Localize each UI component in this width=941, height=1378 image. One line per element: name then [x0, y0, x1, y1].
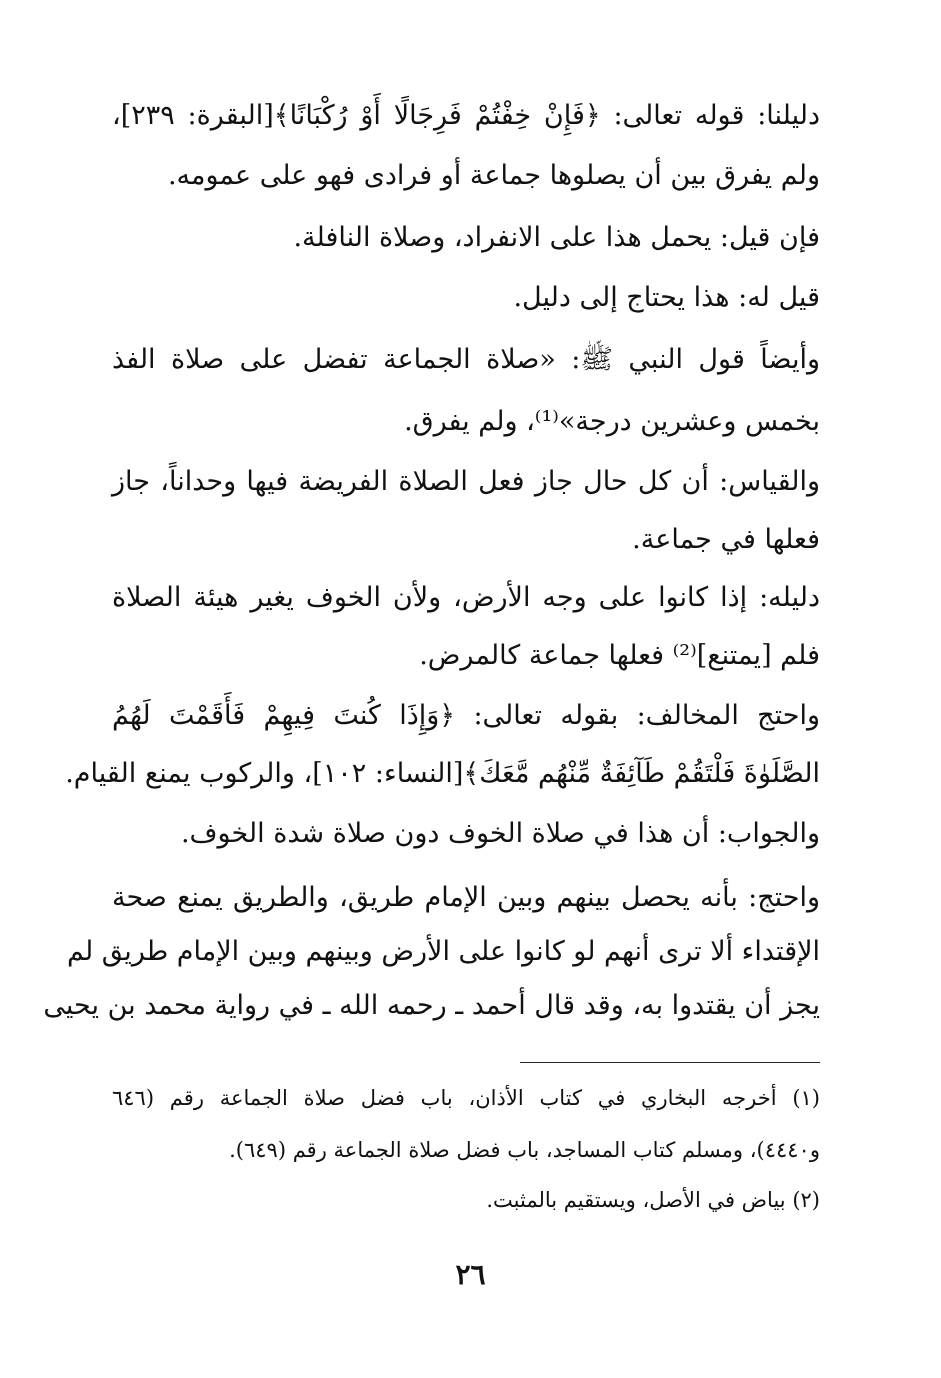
body-line-16: يجز أن يقتدوا به، وقد قال أحمد ـ رحمه الله ـ في رواية محمد بن يحيى	[43, 990, 820, 1021]
footnote-2: (٢) بياض في الأصل، ويستقيم بالمثبت.	[486, 1188, 820, 1212]
body-line-3: فإن قيل: يحمل هذا على الانفراد، وصلاة النافلة.	[293, 222, 820, 253]
body-line-15: الإقتداء ألا ترى أنهم لو كانوا على الأرض وبينهم وبين الإمام طريق لم	[67, 936, 820, 967]
page-number: ٢٦	[455, 1258, 486, 1291]
body-line-2: ولم يفرق بين أن يصلوها جماعة أو فرادى فهو على عمومه.	[167, 160, 820, 191]
body-line-14: واحتج: بأنه يحصل بينهم وبين الإمام طريق، والطريق يمنع صحة	[112, 882, 820, 913]
footnote-1-line-1: (١) أخرجه البخاري في كتاب الأذان، باب فضل صلاة الجماعة رقم (٦٤٦	[112, 1086, 820, 1110]
body-line-4: قيل له: هذا يحتاج إلى دليل.	[513, 282, 820, 313]
body-line-10: فلم [يمتنع]⁽²⁾ فعلها جماعة كالمرض.	[419, 640, 820, 671]
body-line-9: دليله: إذا كانوا على وجه الأرض، ولأن الخوف يغير هيئة الصلاة	[112, 582, 820, 613]
body-line-6: بخمس وعشرين درجة»⁽¹⁾، ولم يفرق.	[404, 406, 820, 437]
footnote-separator	[520, 1062, 820, 1063]
body-line-13: والجواب: أن هذا في صلاة الخوف دون صلاة شدة الخوف.	[180, 818, 820, 849]
footnote-1-line-2: و٤٤٤٠)، ومسلم كتاب المساجد، باب فضل صلاة الجماعة رقم (٦٤٩).	[229, 1138, 820, 1162]
body-line-1: دليلنا: قوله تعالى: ﴿فَإِنْ خِفْتُمْ فَرِجَالًا أَوْ رُكْبَانًا﴾[البقرة: ٢٣٩]،	[112, 100, 820, 131]
body-line-12: الصَّلَوٰةَ فَلْتَقُمْ طَآئِفَةٌ مِّنْهُم مَّعَكَ﴾[النساء: ١٠٢]، والركوب يمنع القيام.	[65, 758, 820, 789]
body-line-7: والقياس: أن كل حال جاز فعل الصلاة الفريضة فيها وحداناً، جاز	[112, 466, 820, 497]
body-line-5: وأيضاً قول النبي ﷺ: «صلاة الجماعة تفضل على صلاة الفذ	[112, 344, 820, 375]
body-line-11: واحتج المخالف: بقوله تعالى: ﴿وَإِذَا كُنتَ فِيهِمْ فَأَقَمْتَ لَهُمُ	[112, 700, 820, 731]
body-line-8: فعلها في جماعة.	[632, 524, 820, 555]
